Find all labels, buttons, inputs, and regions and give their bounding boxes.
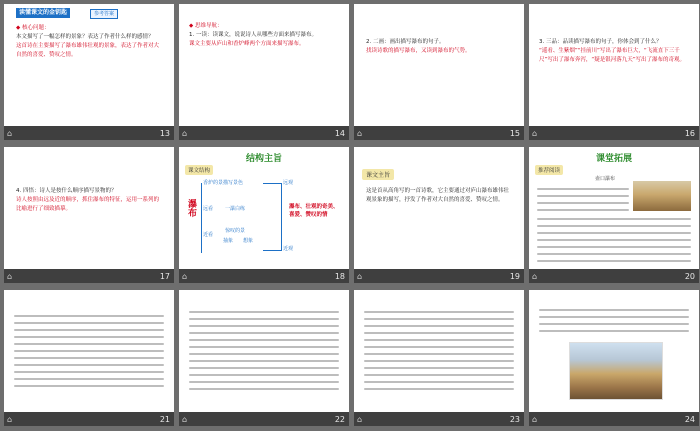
slide-number: 22 [334,415,345,424]
slide-footer [354,269,524,283]
node-c: 远看 [203,206,214,212]
slide-footer [529,269,699,283]
question-text: 4. 四悟：诗人是按什么顺序描写景物的？ [16,188,117,194]
slide-footer [529,412,699,426]
question-text: 本文描写了一幅怎样的景象？表达了作者什么样的感情？ [16,34,154,40]
slide-footer [354,412,524,426]
slide-24[interactable] [529,290,699,426]
slide-footer [179,269,349,283]
answer-text: 诗人按照由远及近的顺序，抓住瀑布的特征，运用一系列的比喻进行了细致描摹。 [16,197,160,212]
slide-14[interactable] [179,4,349,140]
slide-22[interactable] [179,290,349,426]
slide-number: 16 [684,129,695,138]
slide-15[interactable] [354,4,524,140]
footer-icon: ⌂ [532,129,538,138]
node-f: 惊叹的景 [225,228,246,234]
node-j: 近观 [283,246,294,252]
footer-icon: ⌂ [357,415,363,424]
waterfall-photo [569,342,663,400]
question-text: 3. 三品：品读描写瀑布的句子，你体会到了什么？ [539,39,662,45]
answer-badge: 参考答案 [90,9,118,19]
node-d: 一瀑白练 [225,206,246,212]
footer-icon: ⌂ [357,272,363,281]
slide-footer [179,126,349,140]
slide-title: 结构主旨 [245,154,282,164]
node-i: 远观 [283,180,294,186]
node-e: 近看 [203,232,214,238]
slide-footer [529,126,699,140]
answer-text: 课文主要从庐山和香炉峰两个方面来描写瀑布。 [189,41,305,47]
footer-icon: ⌂ [182,415,188,424]
slide-footer [4,412,174,426]
theme-text: 这是首从高角写的一首诗歌，它主要通过对庐山瀑布雄伟壮观景象的描写，抒发了作者对大自然的喜爱、赞叹之情。 [366,188,510,203]
question-text: 1. 一读：读课文，说说诗人从哪些方面来描写瀑布。 [189,32,317,38]
slide-number: 19 [509,272,520,281]
footer-icon: ⌂ [532,415,538,424]
slide-number: 14 [334,129,345,138]
waterfall-image [633,181,691,211]
footer-icon: ⌂ [7,415,13,424]
footer-icon: ⌂ [182,272,188,281]
slide-number: 20 [684,272,695,281]
question-text: 2. 二画：画出描写瀑布的句子。 [366,39,445,45]
footer-icon: ⌂ [182,129,188,138]
node-g: 抽象 [223,238,234,244]
slide-19[interactable] [354,147,524,283]
slide-footer [354,126,524,140]
slide-number: 15 [509,129,520,138]
slide-23[interactable] [354,290,524,426]
slide-20[interactable] [529,147,699,283]
heading: ◆ 核心问题： [16,25,50,31]
slide-number: 23 [509,415,520,424]
slide-title: 课堂拓展 [595,154,632,164]
slide-number: 17 [159,272,170,281]
heading: ◆ 思维导航： [189,23,223,29]
footer-icon: ⌂ [532,272,538,281]
answer-text: 这首诗在主要描写了瀑布雄伟壮观的景象，表达了作者对大自然的喜爱、赞叹之情。 [16,43,160,58]
diagram-root: 瀑布 [186,199,196,217]
section-tag: 课文结构 [185,165,213,175]
slide-title: 读懂课文的金钥匙 [16,8,70,18]
summary-note: 瀑布、壮观的奇美、喜爱、赞叹的情 [289,204,339,218]
footer-icon: ⌂ [7,272,13,281]
poem-title: 壶口瀑布 [595,176,616,182]
node-a: 香炉的景 [203,180,224,186]
slide-number: 13 [159,129,170,138]
slide-number: 18 [334,272,345,281]
slide-21[interactable] [4,290,174,426]
footer-icon: ⌂ [357,129,363,138]
answer-text: 找读诗歌的描写瀑布，又读到瀑布的气势。 [366,48,471,54]
slide-footer [4,269,174,283]
slide-18[interactable] [179,147,349,283]
slide-footer [179,412,349,426]
node-b: 描写景色 [223,180,244,186]
slide-13[interactable] [4,4,174,140]
slide-number: 21 [159,415,170,424]
slide-17[interactable] [4,147,174,283]
slide-footer [4,126,174,140]
slide-number: 24 [684,415,695,424]
slide-16[interactable] [529,4,699,140]
answer-text: “遥看、生紫烟”“挂前川”写出了瀑布巨大，“飞流直下三千尺”写出了瀑布奔泻，“疑是银河落九天”写出了瀑布的奇观。 [539,48,686,63]
node-h: 想象 [243,238,254,244]
section-tag: 课文主旨 [362,169,394,180]
footer-icon: ⌂ [7,129,13,138]
section-tag: 推荐阅读 [535,165,563,175]
